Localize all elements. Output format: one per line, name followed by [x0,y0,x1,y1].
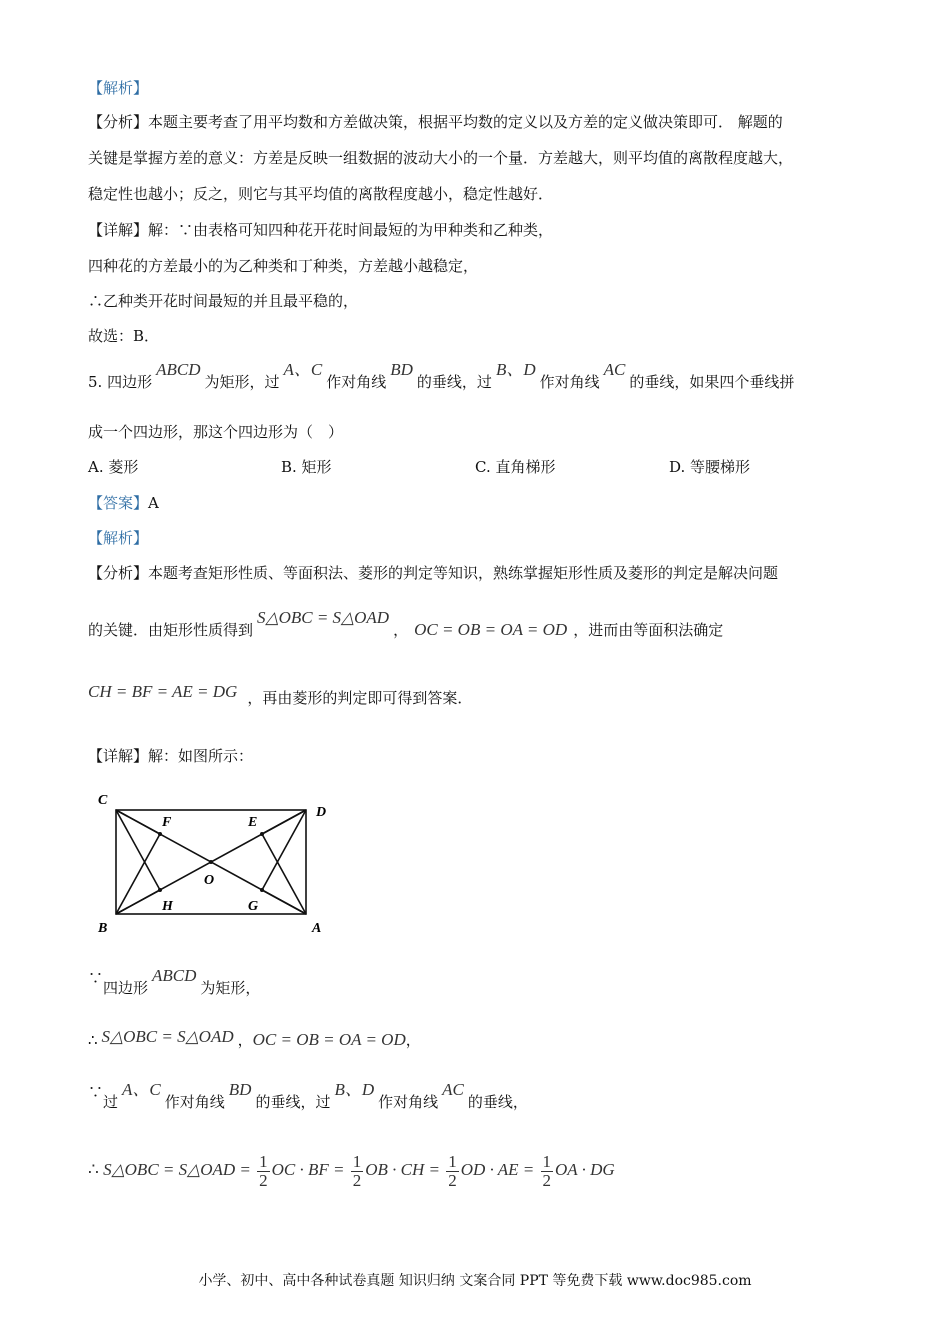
q4-detail-line-3: ∴乙种类开花时间最短的并且最平稳的， [88,292,359,310]
numerator: 1 [352,1151,362,1171]
q4-analysis-line-1 [88,112,783,132]
math-ac: AC [603,360,626,379]
page-footer: 小学、初中、高中各种试卷真题 知识归纳 文案合同 PPT 等免费下载 www.doc985.com [198,1273,752,1289]
label-c: C [98,793,108,808]
label-a: A [312,921,322,936]
proof-3d: 作对角线 [378,1093,439,1111]
q4-detail-line-2: 四种花的方差最小的为乙种类和丁种类，方差越小越稳定， [88,257,479,275]
math-radii-equality: OC = OB = OA = OD [414,620,568,639]
fraction-half-3 [446,1153,459,1190]
denominator: 2 [259,1170,268,1190]
math-abcd: ABCD [156,360,201,379]
proof-line-3 [88,1080,528,1112]
numerator: 1 [542,1151,552,1171]
term-ob-ch: OB · CH [365,1160,425,1179]
rectangle-figure [88,788,338,938]
math-radii-equality-2: OC = OB = OA = OD [252,1030,406,1049]
numerator: 1 [259,1151,268,1171]
therefore-symbol-2: ∴ [88,1160,99,1179]
q4-detail-text-1: 解：∵由表格可知四种花开花时间最短的为甲种类和乙种类， [148,221,554,239]
q5-detail-intro: 解：如图所示： [148,747,254,765]
therefore-symbol: ∴ [88,1031,98,1049]
denominator: 2 [542,1170,552,1190]
option-c: C. 直角梯形 [475,458,556,476]
math-bd: BD [390,360,413,379]
answer-value: A [148,494,159,512]
q5-number: 5. 四边形 [88,373,153,391]
q5-detail-line [88,746,253,766]
denominator: 2 [352,1170,362,1190]
math-area-equality-3: S△OBC = S△OAD [103,1160,236,1179]
q5-analysis-line-1 [88,563,778,583]
jiexi-tag: 【解析】 [88,79,149,97]
proof-line-1 [88,966,261,998]
comma: ， [393,621,409,639]
q5-stem-line-2: 成一个四边形，那这个四边形为（ ） [88,423,344,441]
q5-text-4: 作对角线 [539,373,600,391]
proof-line-2 [88,1027,421,1050]
fraction-half-2 [351,1153,364,1190]
q5-text-3: 的垂线，过 [416,373,492,391]
q4-choice: 故选：B． [88,327,160,345]
proof-line-4: ∴ S△OBC = S△OAD = $\frac{1}{2}$ OC · BF = $\frac{1}{2}$ OB · CH = $\frac{1}{2}$ OD · AE = $\frac{1}{2}$ OA · DG [88,1151,615,1190]
fenxi-tag: 【分析】 [88,113,149,131]
proof-3e: 的垂线， [467,1093,528,1111]
q5-analysis-line-3 [88,682,473,708]
label-g: G [248,899,259,914]
xiangjie-tag-2: 【详解】 [88,747,149,765]
option-b: B. 矩形 [281,458,332,476]
math-abcd-2: ABCD [152,966,197,985]
fraction-half-1 [257,1153,270,1190]
numerator: 1 [448,1151,457,1171]
label-f: F [162,815,172,830]
label-e: E [248,815,258,830]
math-a-c: A、C [283,360,323,379]
comma-3: ， [405,1031,421,1049]
q5-analysis-text-1: 本题考查矩形性质、等面积法、菱形的判定等知识，熟练掌握矩形性质及菱形的判定是解决问题 [148,564,779,582]
label-o: O [204,873,215,888]
q5-stem-line-1 [88,360,795,392]
fenxi-tag-2: 【分析】 [88,564,149,582]
q4-detail-line-1 [88,220,553,240]
math-area-equality: S△OBC = S△OAD [257,608,390,627]
q4-analysis-text-1: 本题主要考查了用平均数和方差做决策，根据平均数的定义以及方差的定义做决策即可． 解题的 [148,113,783,131]
proof-3c: 的垂线，过 [255,1093,331,1111]
label-b: B [98,921,108,936]
q5-analysis-text-3: ，再由菱形的判定即可得到答案． [247,689,473,707]
answer-line [88,493,159,513]
q5-analysis-line-2 [88,608,724,640]
xiangjie-tag: 【详解】 [88,221,149,239]
label-h: H [162,899,173,914]
option-d: D. 等腰梯形 [669,458,751,476]
math-ac-2: AC [442,1080,464,1099]
term-oc-bf: OC · BF [271,1160,329,1179]
proof-1b: 为矩形， [200,979,261,997]
fraction-half-4 [541,1153,554,1190]
proof-1a: 四边形 [103,979,149,997]
term-od-ae: OD · AE [460,1160,519,1179]
q5-text-5: 的垂线，如果四个垂线拼 [629,373,795,391]
math-a-c-2: A、C [122,1080,161,1099]
math-b-d-2: B、D [334,1080,375,1099]
because-symbol-2: ∵ [88,1083,104,1101]
math-area-equality-2: S△OBC = S△OAD [101,1027,234,1046]
math-b-d: B、D [495,360,536,379]
q5-text-2: 作对角线 [326,373,387,391]
option-a: A. 菱形 [88,458,139,476]
label-d: D [316,805,327,820]
term-oa-dg: OA · DG [555,1160,615,1179]
q4-analysis-line-2: 关键是掌握方差的意义：方差是反映一组数据的波动大小的一个量．方差越大，则平均值的离散程度越大， [88,149,794,167]
comma-2: ， [237,1031,253,1049]
q4-analysis-line-3: 稳定性也越小；反之，则它与其平均值的离散程度越小，稳定性越好． [88,185,554,203]
math-heights-equality: CH = BF = AE = DG [88,682,238,701]
denominator: 2 [448,1170,457,1190]
proof-3a: 过 [103,1093,119,1111]
q5-analysis-text-2a: 的关键．由矩形性质得到 [88,621,254,639]
jiexi-tag-2: 【解析】 [88,529,149,547]
q5-options [88,457,788,477]
proof-3b: 作对角线 [164,1093,225,1111]
math-bd-2: BD [228,1080,252,1099]
q5-analysis-text-2c: ，进而由等面积法确定 [573,621,724,639]
because-symbol: ∵ [88,969,104,987]
q5-text-1: 为矩形，过 [204,373,280,391]
daan-tag: 【答案】 [88,494,149,512]
